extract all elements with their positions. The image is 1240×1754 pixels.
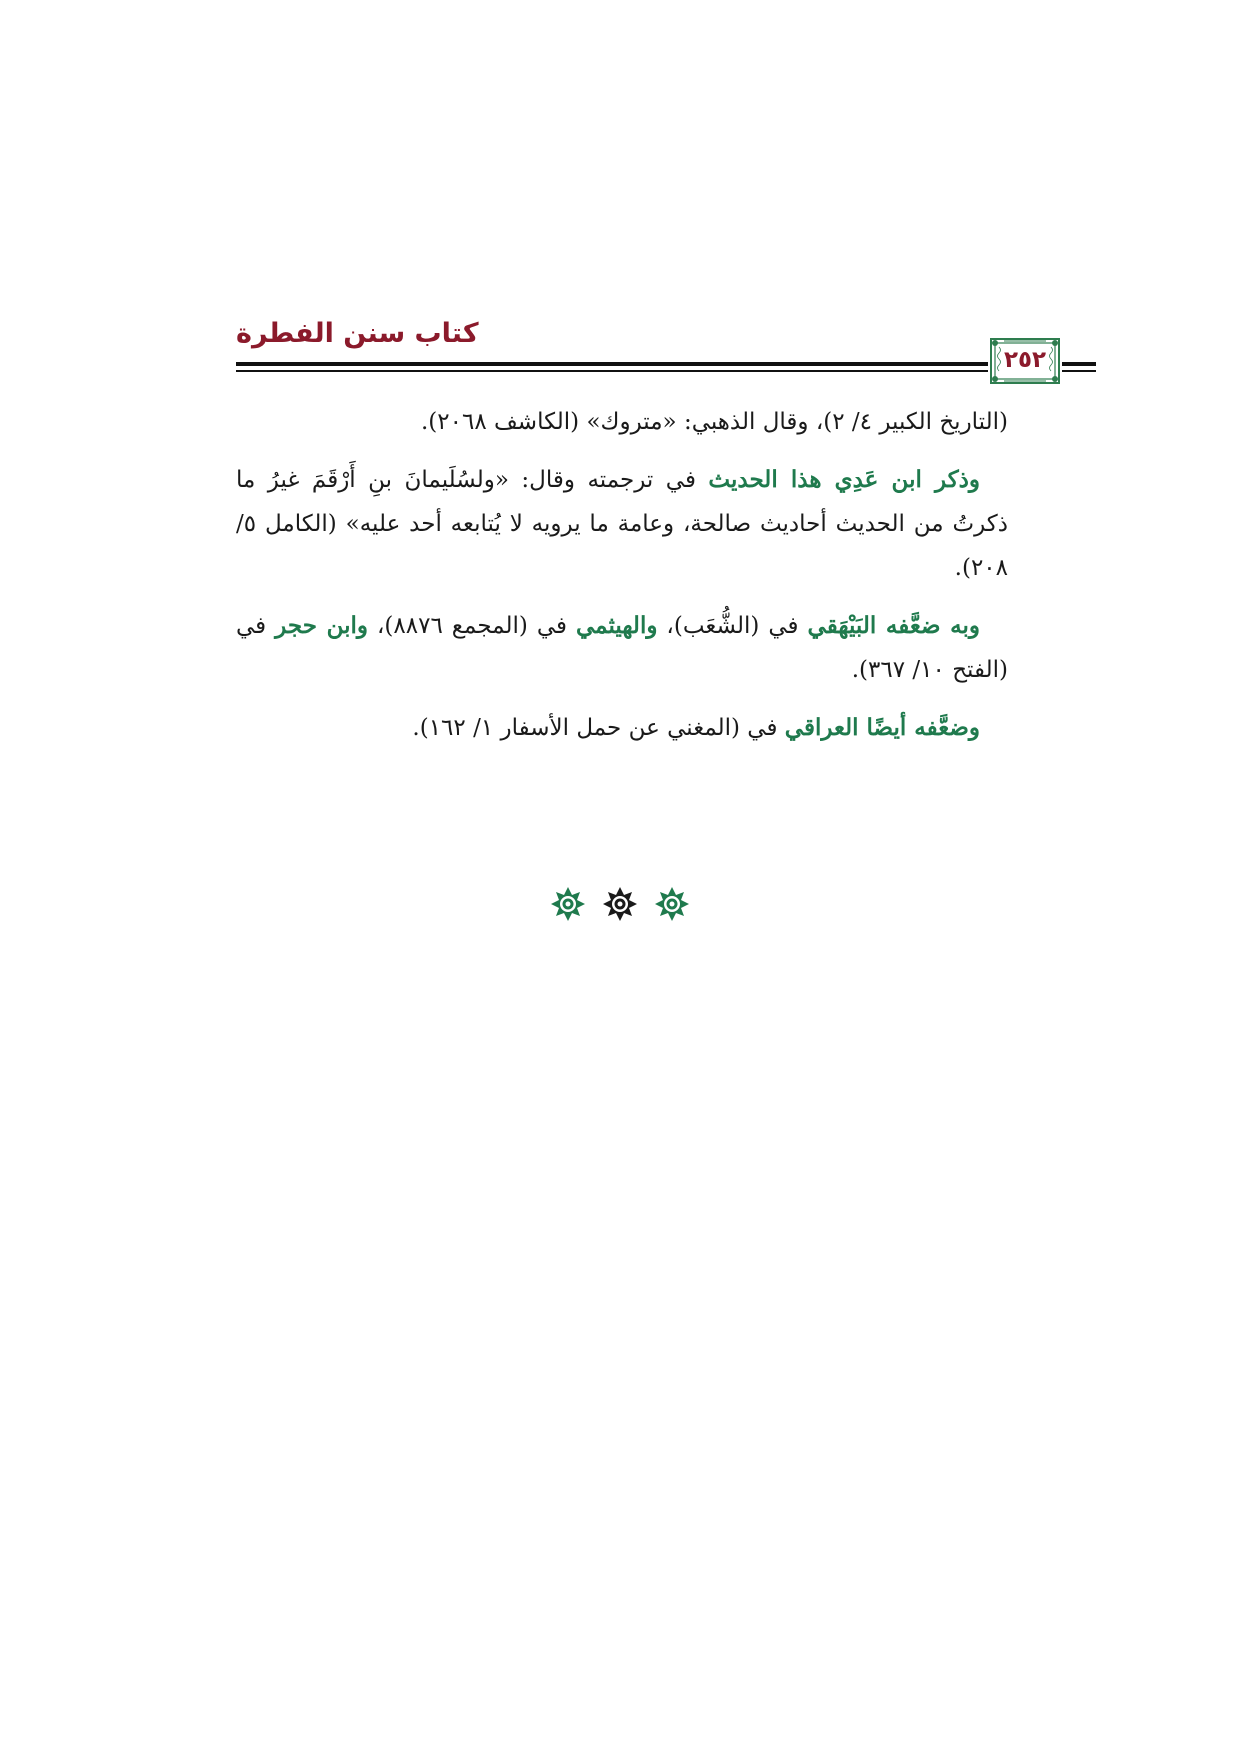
star-ornament-icon xyxy=(603,887,637,921)
paragraph-2 xyxy=(236,458,1008,590)
star-ornament-icon xyxy=(551,887,585,921)
page-number: ٢٥٢ xyxy=(1003,347,1047,373)
page-body xyxy=(236,400,1008,764)
header-rule-right-thick xyxy=(1062,362,1096,366)
header-rule-thin xyxy=(236,370,988,372)
paragraph-3-text-2: في (المجمع ٨٨٧٦)، xyxy=(368,613,576,639)
paragraph-3-text-1: في (الشُّعَب)، xyxy=(657,613,808,639)
paragraph-3-highlight-2: والهيثمي xyxy=(575,612,658,639)
paragraph-1-text: (التاريخ الكبير ٤/ ٢)، وقال الذهبي: «متروك» (الكاشف ٢٠٦٨). xyxy=(420,409,1008,435)
paragraph-3-highlight-1: وبه ضعَّفه البَيْهَقي xyxy=(807,612,981,639)
paragraph-1 xyxy=(236,400,1008,444)
paragraph-2-highlight: وذكر ابن عَدِي هذا الحديث xyxy=(708,466,980,493)
header-rule-right-thin xyxy=(1062,370,1096,372)
header-rule-thick xyxy=(236,362,988,366)
paragraph-4-text: في (المغني عن حمل الأسفار ١/ ١٦٢). xyxy=(412,715,785,741)
book-title: كتاب سنن الفطرة xyxy=(236,318,479,349)
paragraph-2-text: في ترجمته وقال: «ولسُلَيمانَ بنِ أَرْقَمَ غيرُ ما ذكرتُ من الحديث أحاديث صالحة، وعامة ما يرويه لا يُتابعه أحد عليه» (الكامل ٥/ ٢٠٨). xyxy=(236,467,1008,581)
page-number-badge xyxy=(990,338,1060,384)
paragraph-3 xyxy=(236,604,1008,692)
section-separator xyxy=(540,882,700,926)
paragraph-4 xyxy=(236,706,1008,750)
paragraph-4-highlight: وضعَّفه أيضًا العراقي xyxy=(784,714,980,741)
star-ornament-icon xyxy=(655,887,689,921)
paragraph-3-text-3: في (الفتح ١٠/ ٣٦٧). xyxy=(236,613,1008,683)
paragraph-3-highlight-3: وابن حجر xyxy=(275,612,368,639)
